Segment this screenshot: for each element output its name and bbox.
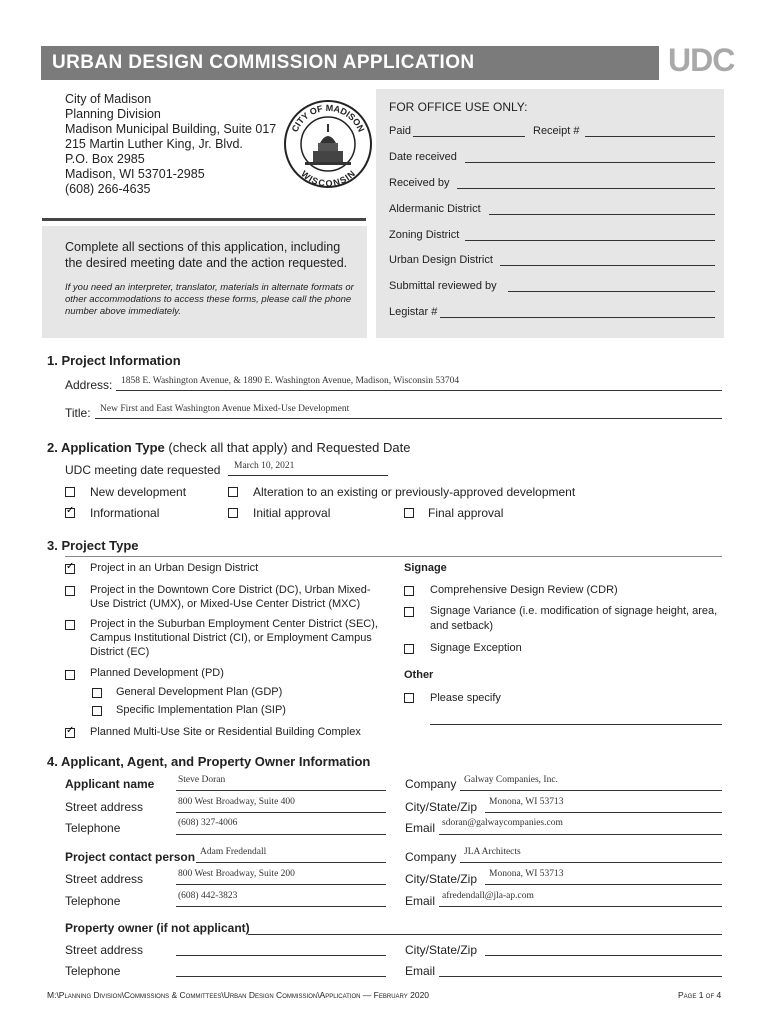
initial-approval-label: Initial approval [253, 506, 331, 520]
office-use-heading: FOR OFFICE USE ONLY: [389, 100, 528, 114]
contact-city-value: Monona, WI 53713 [489, 869, 564, 879]
gdp-label: General Development Plan (GDP) [116, 686, 283, 698]
planned-development-label: Planned Development (PD) [90, 667, 224, 679]
owner-city-label: City/State/Zip [405, 943, 478, 957]
alteration-checkbox[interactable] [228, 487, 238, 497]
contact-email-field[interactable] [439, 906, 722, 907]
contact-street-field[interactable] [176, 884, 386, 885]
applicant-email-value: sdoran@galwaycompanies.com [442, 818, 563, 828]
seal-top-text: CITY OF MADISON [289, 102, 367, 134]
title-value: New First and East Washington Avenue Mixed-Use Development [100, 404, 350, 414]
udc-logo: UDC [668, 42, 735, 78]
applicant-company-value: Galway Companies, Inc. [464, 775, 558, 785]
title-label: Title: [65, 406, 91, 420]
applicant-city-value: Monona, WI 53713 [489, 797, 564, 807]
other-checkbox[interactable] [404, 693, 414, 703]
title-field[interactable] [95, 418, 722, 419]
applicant-street-field[interactable] [176, 812, 386, 813]
contact-name-field[interactable] [196, 862, 386, 863]
contact-email-label: Email [405, 894, 436, 908]
contact-person-label: Project contact person [65, 850, 196, 864]
legistar-field[interactable] [440, 317, 715, 318]
property-owner-label: Property owner (if not applicant) [65, 921, 250, 935]
multi-use-site-checkbox[interactable] [65, 728, 75, 738]
page-number: Page 1 of 4 [678, 990, 722, 1000]
contact-name-value: Adam Fredendall [200, 847, 267, 857]
other-specify-field[interactable] [430, 724, 722, 725]
cdr-checkbox[interactable] [404, 586, 414, 596]
accommodation-note: If you need an interpreter, translator, materials in alternate formats or other accommodations to access these forms, please call the phone number above immediately. [65, 282, 354, 317]
contact-telephone-label: Telephone [65, 894, 121, 908]
aldermanic-district-label: Aldermanic District [389, 203, 481, 215]
contact-telephone-field[interactable] [176, 906, 386, 907]
address-value: 1858 E. Washington Avenue, & 1890 E. Washington Avenue, Madison, Wisconsin 53704 [121, 376, 460, 386]
applicant-telephone-label: Telephone [65, 821, 121, 835]
signage-exception-label: Signage Exception [430, 642, 522, 654]
received-by-label: Received by [389, 177, 450, 189]
new-development-checkbox[interactable] [65, 487, 75, 497]
form-title: URBAN DESIGN COMMISSION APPLICATION [52, 52, 475, 73]
address-line: 215 Martin Luther King, Jr. Blvd. [65, 137, 243, 151]
meeting-date-field[interactable] [228, 475, 388, 476]
zoning-district-label: Zoning District [389, 229, 460, 241]
submittal-reviewed-label: Submittal reviewed by [389, 280, 497, 292]
multi-use-site-label: Planned Multi-Use Site or Residential Building Complex [90, 726, 361, 738]
applicant-name-field[interactable] [176, 790, 386, 791]
initial-approval-checkbox[interactable] [228, 508, 238, 518]
gdp-checkbox[interactable] [92, 688, 102, 698]
final-approval-checkbox[interactable] [404, 508, 414, 518]
other-heading: Other [404, 669, 434, 681]
applicant-name-value: Steve Doran [178, 775, 226, 785]
address-label: Address: [65, 378, 113, 392]
urban-design-district-field[interactable] [500, 265, 715, 266]
contact-email-value: afredendall@jla-ap.com [442, 891, 534, 901]
address-field[interactable] [116, 390, 722, 391]
alteration-label: Alteration to an existing or previously-approved development [253, 485, 576, 499]
contact-company-field[interactable] [460, 862, 722, 863]
contact-city-label: City/State/Zip [405, 872, 478, 886]
zoning-district-field[interactable] [465, 240, 715, 241]
cdr-label: Comprehensive Design Review (CDR) [430, 584, 618, 596]
submittal-reviewed-field[interactable] [508, 291, 715, 292]
meeting-date-value: March 10, 2021 [234, 461, 295, 471]
final-approval-label: Final approval [428, 506, 504, 520]
signage-heading: Signage [404, 562, 447, 574]
contact-street-value: 800 West Broadway, Suite 200 [178, 869, 295, 879]
address-line: P.O. Box 2985 [65, 152, 145, 166]
contact-telephone-value: (608) 442-3823 [178, 891, 238, 901]
applicant-city-field[interactable] [485, 812, 722, 813]
contact-company-label: Company [405, 850, 457, 864]
downtown-core-label: Project in the Downtown Core District (DC), Urban Mixed-Use District (UMX), or Mixed-Use Center District (MXC) [90, 584, 371, 610]
section-2-title: 2. Application Type [47, 440, 165, 455]
owner-telephone-field[interactable] [176, 976, 386, 977]
receipt-field[interactable] [585, 136, 715, 137]
applicant-company-label: Company [405, 777, 457, 791]
informational-label: Informational [90, 506, 160, 520]
seal-bottom-text: WISCONSIN [299, 168, 357, 189]
owner-city-field[interactable] [485, 955, 722, 956]
owner-email-label: Email [405, 964, 436, 978]
owner-street-label: Street address [65, 943, 144, 957]
address-line: Madison, WI 53701-2985 [65, 167, 205, 181]
section-3-divider [65, 556, 722, 557]
please-specify-label: Please specify [430, 692, 501, 704]
sip-checkbox[interactable] [92, 706, 102, 716]
signage-exception-checkbox[interactable] [404, 644, 414, 654]
contact-city-field[interactable] [485, 884, 722, 885]
meeting-date-label: UDC meeting date requested [65, 463, 221, 477]
applicant-email-label: Email [405, 821, 436, 835]
footer-file-path: M:\Planning Division\Commissions & Committees\Urban Design Commission\Application — February 2020 [47, 990, 430, 1000]
date-received-label: Date received [389, 151, 457, 163]
contact-street-label: Street address [65, 872, 144, 886]
receipt-label: Receipt # [533, 125, 580, 137]
date-received-field[interactable] [465, 162, 715, 163]
new-development-label: New development [90, 485, 187, 499]
section-2-heading [47, 440, 410, 455]
applicant-telephone-value: (608) 327-4006 [178, 818, 238, 828]
section-1-heading: 1. Project Information [47, 353, 181, 368]
paid-label: Paid [389, 125, 412, 137]
suburban-employment-label: Project in the Suburban Employment Center District (SEC), Campus Institutional District (CI), or Employment Campus District (EC) [90, 618, 378, 658]
paid-field[interactable] [413, 136, 525, 137]
section-3-heading: 3. Project Type [47, 538, 139, 553]
applicant-name-label: Applicant name [65, 777, 155, 791]
address-line: (608) 266-4635 [65, 182, 151, 196]
sip-label: Specific Implementation Plan (SIP) [116, 704, 286, 716]
downtown-core-checkbox[interactable] [65, 586, 75, 596]
suburban-employment-checkbox[interactable] [65, 620, 75, 630]
address-line: City of Madison [65, 92, 152, 106]
urban-design-district-label: Project in an Urban Design District [90, 562, 259, 574]
urban-design-district-checkbox[interactable] [65, 564, 75, 574]
signage-variance-checkbox[interactable] [404, 607, 414, 617]
applicant-street-label: Street address [65, 800, 144, 814]
urban-design-district-label: Urban Design District [389, 254, 493, 266]
received-by-field[interactable] [457, 188, 715, 189]
signage-variance-label: Signage Variance (i.e. modification of signage height, area, and setback) [430, 605, 718, 632]
applicant-telephone-field[interactable] [176, 834, 386, 835]
header-divider [42, 218, 366, 221]
section-4-heading: 4. Applicant, Agent, and Property Owner Information [47, 754, 371, 769]
property-owner-field[interactable] [248, 934, 722, 935]
contact-company-value: JLA Architects [464, 847, 521, 857]
section-2-subtitle: (check all that apply) and Requested Date [164, 440, 411, 455]
owner-telephone-label: Telephone [65, 964, 121, 978]
planned-development-checkbox[interactable] [65, 670, 75, 680]
applicant-city-label: City/State/Zip [405, 800, 478, 814]
owner-email-field[interactable] [439, 976, 722, 977]
applicant-email-field[interactable] [439, 834, 722, 835]
address-line: Planning Division [65, 107, 161, 121]
applicant-company-field[interactable] [460, 790, 722, 791]
instructions-text: Complete all sections of this application, including the desired meeting date and the action requested. [65, 240, 348, 270]
city-seal-icon [283, 99, 373, 189]
applicant-street-value: 800 West Broadway, Suite 400 [178, 797, 295, 807]
legistar-label: Legistar # [389, 306, 438, 318]
aldermanic-district-field[interactable] [489, 214, 715, 215]
owner-street-field[interactable] [176, 955, 386, 956]
address-line: Madison Municipal Building, Suite 017 [65, 122, 277, 136]
informational-checkbox[interactable] [65, 508, 75, 518]
